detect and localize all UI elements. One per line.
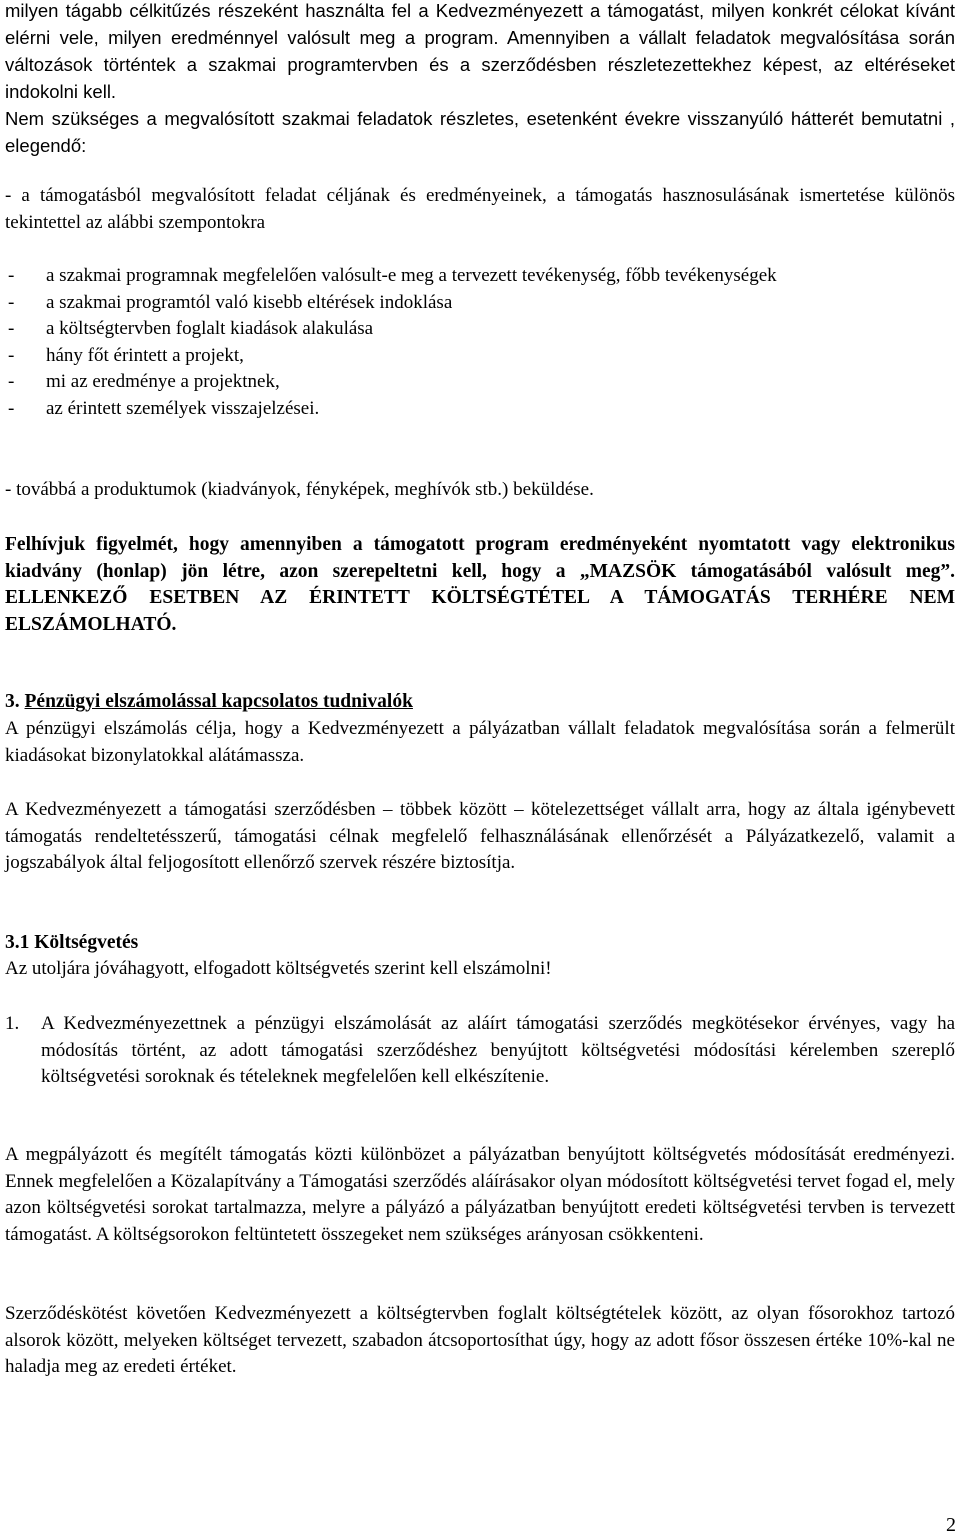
section-3-1-para-2: Szerződéskötést követően Kedvezményezett a költségtervben foglalt költségtételek között, az olyan fősorokhoz tartozó alsorok között, melyeken költséget tervezett, szabadon átcsoportosíthat úgy, hogy az adott fősor összesen értéke 10%-kal ne haladja meg az eredeti értéket. [5,1303,955,1377]
section-3-1-para-1: A megpályázott és megítélt támogatás közti különbözet a pályázatban benyújtott költségvetés módosítását eredményezi. Ennek megfelelően a Közalapítvány a Támogatási szerződés aláírásakor olyan módosított költségvetési tervet fogad el, mely azon költségvetési sorokat tartalmazza, melyre a pályázó a pályázatban benyújtott eredeti költségvetési tervben is tervezett támogatást. A költségsorokon feltüntetett összegeket nem szükséges arányosan csökkenteni. [5,1144,955,1245]
list-item-text: a szakmai programnak megfelelően valósult-e meg a tervezett tevékenység, főbb tevékenységek [46,265,777,286]
summary-intro: - a támogatásból megvalósított feladat céljának és eredményeinek, a támogatás hasznosulásának ismertetése különös tekintettel az alábbi szempontokra [5,185,955,233]
intro-paragraph [5,0,955,159]
notice-paragraph [5,532,955,638]
notice-caps: ELLENKEZŐ ESETBEN AZ ÉRINTETT KÖLTSÉGTÉTEL A TÁMOGATÁS TERHÉRE NEM ELSZÁMOLHATÓ. [5,587,955,635]
products-line: - továbbá a produktumok (kiadványok, fényképek, meghívók stb.) beküldése. [5,479,594,500]
list-dash: - [8,318,15,339]
aspects-list [5,263,955,422]
section-3-para-2: A Kedvezményezett a támogatási szerződésben – többek között – kötelezettséget vállalt arra, hogy az általa igénybevett támogatás rendeltetésszerű, támogatási célnak megfelelő felhasználásának ellenőrzését a Pályázatkezelő, valamit a jogszabályok által feljogosított ellenőrző szervek részére biztosítja. [5,799,955,873]
list-item-text: a szakmai programtól való kisebb eltérések indoklása [46,291,453,313]
section-3-title: Pénzügyi elszámolással kapcsolatos tudnivalók [24,691,413,712]
section-3-heading [5,689,955,716]
intro-line-2: Amennyiben a vállalt feladatok megvalósítása során változások történtek a szakmai programtervben és a szerződésben részletezettekhez képest, az eltéréseket indokolni kell. [5,27,956,102]
section-3-1-subtitle: Az utoljára jóváhagyott, elfogadott költségvetés szerint kell elszámolni! [5,958,552,979]
item-number: 1. [5,1013,20,1034]
numbered-item [5,1011,955,1091]
item-text: A Kedvezményezettnek a pénzügyi elszámolását az aláírt támogatási szerződés megkötésekor érvényes, vagy ha módosítás történt, az adott támogatási szerződéshez benyújtott költségvetési módosítási kérelemben szereplő költségvetési soroknak és tételeknek megfelelően kell elkészítenie. [41,1013,955,1087]
list-dash: - [8,291,15,313]
list-dash: - [8,344,15,366]
list-item [5,369,955,396]
section-3-1-title: 3.1 Költségvetés [5,932,139,953]
notice-sentence: Felhívjuk figyelmét, hogy amennyiben a támogatott program eredményeként nyomtatott vagy elektronikus kiadvány (honlap) jön létre, azon szerepeltetni kell, hogy a „MAZSÖK támogatásából valósult meg”. [5,534,955,582]
intro-line-1: milyen tágabb célkitűzés részeként használta fel a Kedvezményezett a támogatást, milyen konkrét célokat kívánt elérni vele, milyen eredménnyel valósult meg a program. [5,0,955,48]
list-item [5,343,955,370]
list-item [5,290,955,317]
list-item [5,396,955,423]
section-3-para-1: A pénzügyi elszámolás célja, hogy a Kedvezményezett a pályázatban vállalt feladatok megvalósítása során a felmerült kiadásokat bizonylatokkal alátámassza. [5,718,955,766]
list-dash: - [8,265,15,286]
intro-line-3: Nem szükséges a megvalósított szakmai feladatok részletes, esetenként évekre visszanyúló hátterét bemutatni , elegendő: [5,108,955,156]
list-item-text: a költségtervben foglalt kiadások alakulása [46,318,374,339]
list-item [5,316,955,343]
list-item-text: mi az eredménye a projektnek, [46,371,280,392]
section-3-number: 3. [5,691,20,712]
list-item [5,263,955,290]
page-number: 2 [946,1514,956,1536]
list-dash: - [8,397,15,419]
list-item-text: az érintett személyek visszajelzései. [46,397,320,419]
list-item-text: hány főt érintett a projekt, [46,344,244,366]
list-dash: - [8,371,15,392]
